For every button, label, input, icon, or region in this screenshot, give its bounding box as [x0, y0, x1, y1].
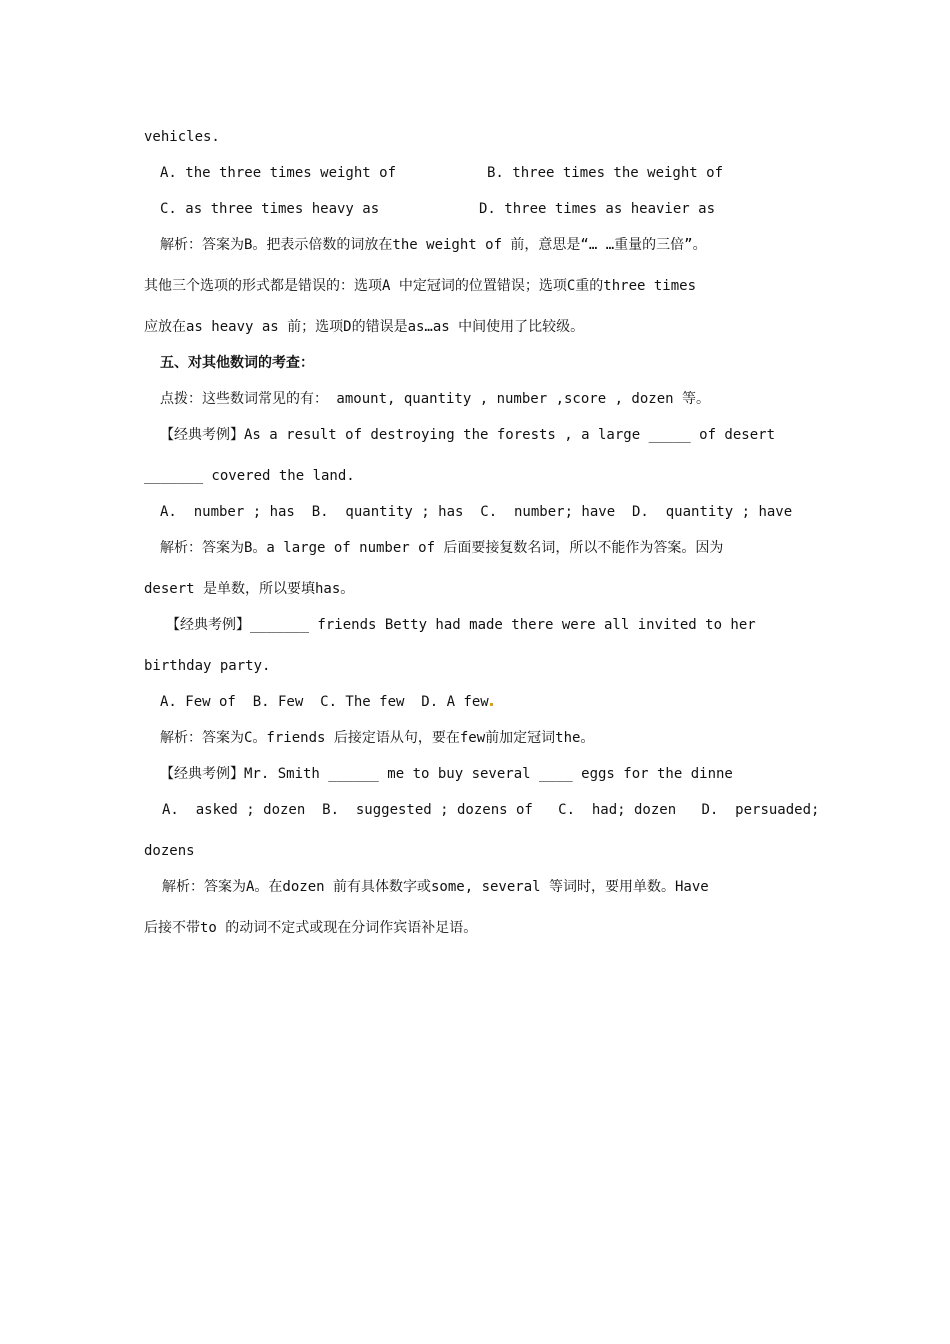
explanation-line: 应放在as heavy as 前；选项D的错误是as…as 中间使用了比较级。: [144, 319, 585, 335]
example-options-tail: dozens: [144, 843, 195, 859]
example-line: _______ covered the land.: [144, 468, 355, 484]
option-d: D. three times as heavier as: [479, 201, 716, 217]
example-line: birthday party.: [144, 658, 271, 674]
example-options-text: A. Few of B. Few C. The few D. A few: [160, 694, 489, 710]
example-options: [160, 693, 494, 711]
explanation-line: 解析：答案为B。a large of number of 后面要接复数名词，所以不能作为答案。因为: [160, 540, 724, 556]
example-line: 【经典考例】_______ friends Betty had made there were all invited to her: [166, 617, 756, 633]
explanation-line: 解析：答案为B。把表示倍数的词放在the weight of 前，意思是“… …重量的三倍”。: [160, 237, 707, 253]
option-b: B. three times the weight of: [487, 165, 724, 181]
example-line: 【经典考例】As a result of destroying the forests , a large _____ of desert: [160, 427, 776, 443]
explanation-line: 解析：答案为A。在dozen 前有具体数字或some, several 等词时，要用单数。Have: [162, 879, 709, 895]
example-line: 【经典考例】Mr. Smith ______ me to buy several ____ eggs for the dinne: [160, 766, 733, 782]
explanation-line: desert 是单数，所以要填has。: [144, 581, 355, 597]
example-options: A. asked ; dozen B. suggested ; dozens of C. had; dozen D. persuaded;: [162, 802, 820, 818]
option-a: A. the three times weight of: [160, 165, 397, 181]
explanation-line: 后接不带to 的动词不定式或现在分词作宾语补足语。: [144, 920, 478, 936]
section-heading: 五、对其他数词的考查：: [160, 355, 314, 371]
option-c: C. as three times heavy as: [160, 201, 380, 217]
explanation-line: 解析：答案为C。friends 后接定语从句，要在few前加定冠词the。: [160, 730, 595, 746]
tip-line: 点拨：这些数词常见的有： amount, quantity , number ,score , dozen 等。: [160, 391, 711, 407]
mark-dot: [490, 703, 493, 706]
example-options: A. number ; has B. quantity ; has C. number; have D. quantity ; have: [160, 504, 793, 520]
explanation-line: 其他三个选项的形式都是错误的：选项A 中定冠词的位置错误；选项C重的three times: [144, 278, 697, 294]
question-tail: vehicles.: [144, 129, 220, 145]
